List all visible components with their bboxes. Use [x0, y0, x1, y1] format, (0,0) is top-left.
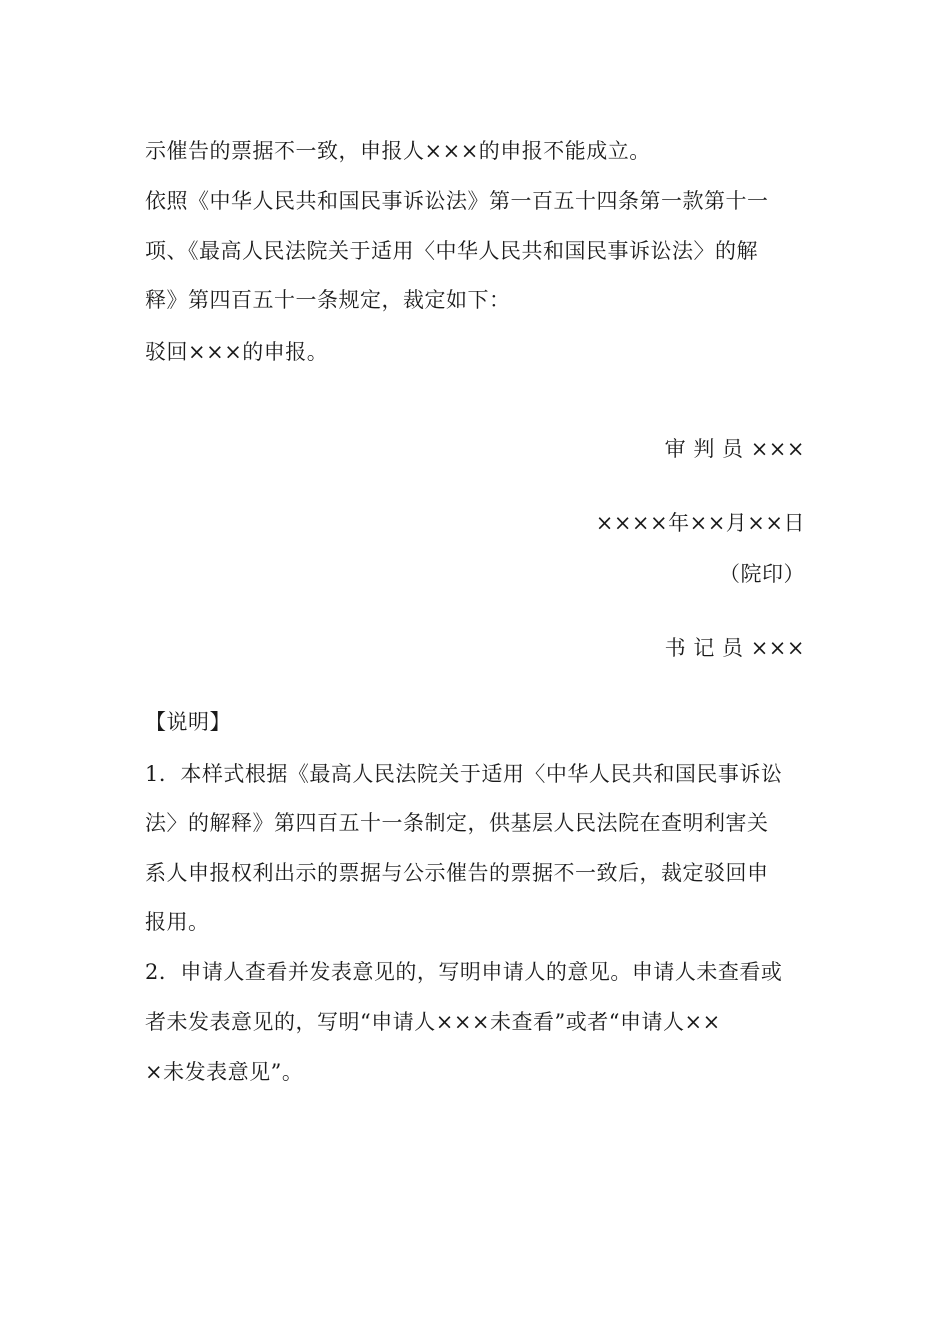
judge-signature: 审 判 员 ××× [664, 437, 805, 461]
notes-line-3: 系人申报权利出示的票据与公示催告的票据不一致后，裁定驳回申 [145, 861, 769, 885]
notes-line-2: 法〉的解释》第四百五十一条制定，供基层人民法院在查明利害关 [145, 811, 769, 835]
notes-heading: 【说明】 [145, 710, 231, 734]
body-line-3: 项、《最高人民法院关于适用〈中华人民共和国民事诉讼法〉的解 [145, 239, 758, 263]
notes-line-1: 1．本样式根据《最高人民法院关于适用〈中华人民共和国民事诉讼 [145, 762, 783, 786]
body-line-2: 依照《中华人民共和国民事诉讼法》第一百五十四条第一款第十一 [145, 189, 769, 213]
notes-line-7: ×未发表意见”。 [145, 1060, 304, 1084]
clerk-signature: 书 记 员 ××× [664, 636, 805, 660]
ruling-line: 驳回×××的申报。 [145, 340, 329, 364]
notes-line-5: 2．申请人查看并发表意见的，写明申请人的意见。申请人未查看或 [145, 960, 783, 984]
body-line-4: 释》第四百五十一条规定，裁定如下： [145, 288, 511, 312]
notes-line-4: 报用。 [145, 910, 210, 934]
ruling-date: ××××年××月××日 [595, 511, 805, 535]
notes-line-6: 者未发表意见的，写明“申请人×××未查看”或者“申请人×× [145, 1010, 721, 1034]
body-line-1: 示催告的票据不一致，申报人×××的申报不能成立。 [145, 139, 651, 163]
court-seal: （院印） [719, 562, 805, 586]
